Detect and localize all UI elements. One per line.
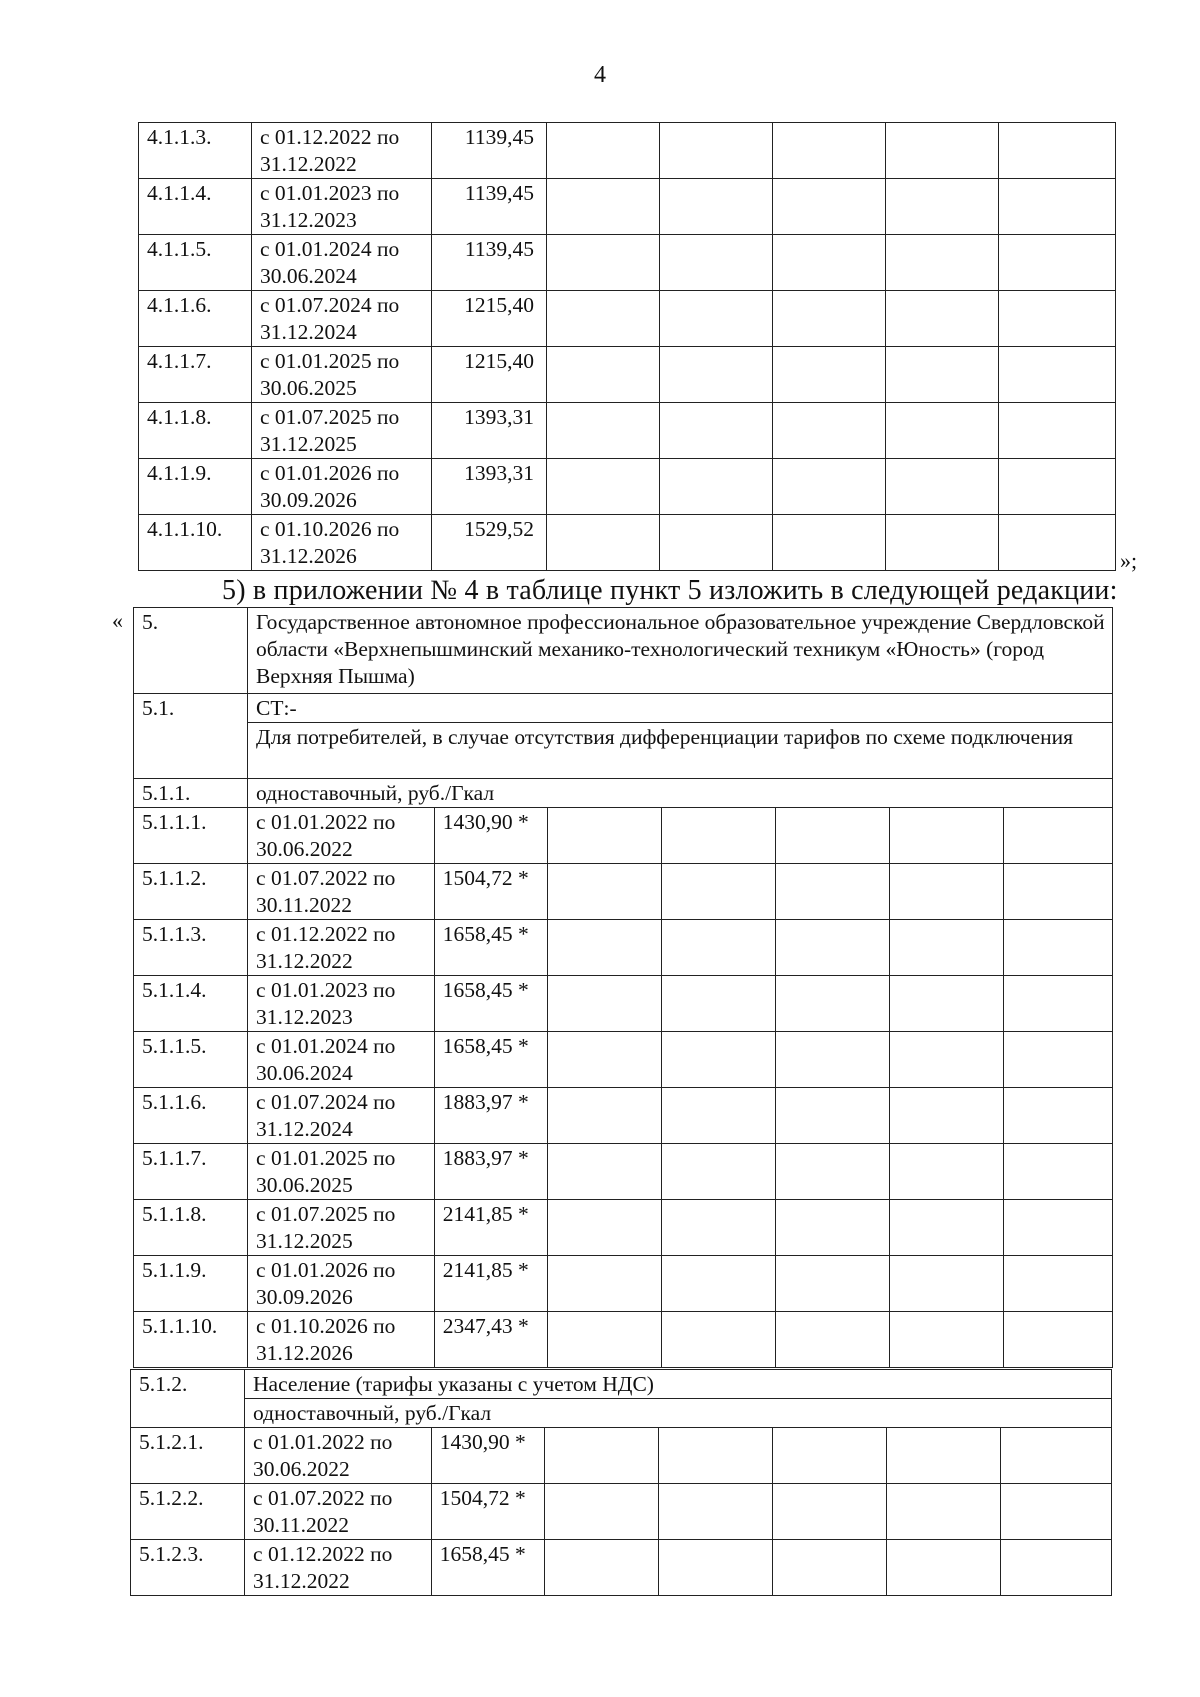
empty-cell bbox=[660, 179, 773, 235]
period-cell: с 01.07.2024 по 31.12.2024 bbox=[252, 291, 432, 347]
tariff-value: 1883,97 * bbox=[434, 1144, 547, 1200]
empty-cell bbox=[889, 1088, 1003, 1144]
st-number: 5.1. bbox=[134, 694, 248, 779]
table-row bbox=[131, 1484, 1112, 1540]
empty-cell bbox=[547, 403, 660, 459]
empty-cell bbox=[661, 1200, 775, 1256]
row-number: 5.1.1.8. bbox=[134, 1200, 248, 1256]
period-cell: с 01.10.2026 по 31.12.2026 bbox=[248, 1312, 435, 1368]
tariff-value: 1504,72 * bbox=[431, 1484, 544, 1540]
empty-cell bbox=[999, 403, 1116, 459]
empty-cell bbox=[889, 1032, 1003, 1088]
empty-cell bbox=[999, 235, 1116, 291]
tariff-table-section-4 bbox=[138, 122, 1116, 571]
empty-cell bbox=[1003, 1200, 1112, 1256]
empty-cell bbox=[547, 123, 660, 179]
empty-cell bbox=[889, 1312, 1003, 1368]
row-number: 4.1.1.7. bbox=[139, 347, 252, 403]
opening-quote: « bbox=[112, 608, 123, 633]
empty-cell bbox=[544, 1540, 658, 1596]
tariff-value: 1393,31 bbox=[432, 459, 547, 515]
empty-cell bbox=[661, 1312, 775, 1368]
tariff-value: 1658,45 * bbox=[431, 1540, 544, 1596]
period-cell: с 01.07.2025 по 31.12.2025 bbox=[248, 1200, 435, 1256]
org-number: 5. bbox=[134, 608, 248, 694]
tariff-value: 1139,45 bbox=[432, 123, 547, 179]
empty-cell bbox=[886, 291, 999, 347]
empty-cell bbox=[544, 1428, 658, 1484]
table-row bbox=[139, 235, 1116, 291]
empty-cell bbox=[775, 1088, 889, 1144]
empty-cell bbox=[773, 347, 886, 403]
row-number: 4.1.1.5. bbox=[139, 235, 252, 291]
empty-cell bbox=[773, 179, 886, 235]
empty-cell bbox=[775, 1200, 889, 1256]
empty-cell bbox=[661, 864, 775, 920]
st-row bbox=[134, 694, 1113, 723]
empty-cell bbox=[772, 1428, 886, 1484]
empty-cell bbox=[661, 976, 775, 1032]
empty-cell bbox=[886, 403, 999, 459]
tariff-value: 1658,45 * bbox=[434, 976, 547, 1032]
empty-cell bbox=[889, 808, 1003, 864]
table-row bbox=[139, 515, 1116, 571]
empty-cell bbox=[661, 1256, 775, 1312]
table-row bbox=[134, 920, 1113, 976]
empty-cell bbox=[886, 123, 999, 179]
period-cell: с 01.12.2022 по 31.12.2022 bbox=[245, 1540, 432, 1596]
period-cell: с 01.07.2022 по 30.11.2022 bbox=[245, 1484, 432, 1540]
empty-cell bbox=[1000, 1428, 1111, 1484]
period-cell: с 01.10.2026 по 31.12.2026 bbox=[252, 515, 432, 571]
tariff-value: 1393,31 bbox=[432, 403, 547, 459]
empty-cell bbox=[660, 291, 773, 347]
empty-cell bbox=[775, 920, 889, 976]
period-cell: с 01.01.2023 по 31.12.2023 bbox=[252, 179, 432, 235]
empty-cell bbox=[547, 179, 660, 235]
single-rate-row bbox=[134, 779, 1113, 808]
empty-cell bbox=[1003, 1312, 1112, 1368]
empty-cell bbox=[775, 1032, 889, 1088]
empty-cell bbox=[1003, 976, 1112, 1032]
row-number: 5.1.1.7. bbox=[134, 1144, 248, 1200]
closing-quote: »; bbox=[1120, 548, 1138, 573]
empty-cell bbox=[773, 235, 886, 291]
empty-cell bbox=[661, 1032, 775, 1088]
row-number: 4.1.1.6. bbox=[139, 291, 252, 347]
empty-cell bbox=[1003, 920, 1112, 976]
empty-cell bbox=[547, 291, 660, 347]
empty-cell bbox=[658, 1484, 772, 1540]
empty-cell bbox=[775, 1256, 889, 1312]
empty-cell bbox=[775, 808, 889, 864]
tariff-value: 1215,40 bbox=[432, 291, 547, 347]
empty-cell bbox=[999, 347, 1116, 403]
empty-cell bbox=[547, 976, 661, 1032]
single-rate-number: 5.1.1. bbox=[134, 779, 248, 808]
table-row bbox=[139, 123, 1116, 179]
empty-cell bbox=[886, 515, 999, 571]
empty-cell bbox=[547, 1144, 661, 1200]
empty-cell bbox=[547, 1088, 661, 1144]
empty-cell bbox=[999, 123, 1116, 179]
tariff-value: 1658,45 * bbox=[434, 1032, 547, 1088]
empty-cell bbox=[886, 179, 999, 235]
empty-cell bbox=[544, 1484, 658, 1540]
empty-cell bbox=[886, 347, 999, 403]
empty-cell bbox=[1000, 1484, 1111, 1540]
empty-cell bbox=[547, 864, 661, 920]
empty-cell bbox=[775, 864, 889, 920]
empty-cell bbox=[889, 1256, 1003, 1312]
empty-cell bbox=[772, 1540, 886, 1596]
row-number: 5.1.1.2. bbox=[134, 864, 248, 920]
population-single-rate-label: одноставочный, руб./Гкал bbox=[245, 1399, 1112, 1428]
empty-cell bbox=[661, 1088, 775, 1144]
empty-cell bbox=[547, 920, 661, 976]
amendment-instruction: 5) в приложении № 4 в таблице пункт 5 изложить в следующей редакции: bbox=[222, 575, 1118, 606]
empty-cell bbox=[1003, 1256, 1112, 1312]
empty-cell bbox=[547, 515, 660, 571]
empty-cell bbox=[886, 1428, 1000, 1484]
empty-cell bbox=[1003, 808, 1112, 864]
empty-cell bbox=[999, 179, 1116, 235]
row-number: 4.1.1.10. bbox=[139, 515, 252, 571]
empty-cell bbox=[886, 459, 999, 515]
row-number: 5.1.2.2. bbox=[131, 1484, 245, 1540]
period-cell: с 01.07.2024 по 31.12.2024 bbox=[248, 1088, 435, 1144]
row-number: 5.1.1.9. bbox=[134, 1256, 248, 1312]
empty-cell bbox=[772, 1484, 886, 1540]
row-number: 5.1.1.1. bbox=[134, 808, 248, 864]
period-cell: с 01.01.2025 по 30.06.2025 bbox=[248, 1144, 435, 1200]
empty-cell bbox=[773, 123, 886, 179]
table-row bbox=[131, 1428, 1112, 1484]
table-row bbox=[134, 1200, 1113, 1256]
row-number: 5.1.1.3. bbox=[134, 920, 248, 976]
empty-cell bbox=[547, 1256, 661, 1312]
period-cell: с 01.01.2022 по 30.06.2022 bbox=[248, 808, 435, 864]
tariff-value: 1430,90 * bbox=[434, 808, 547, 864]
empty-cell bbox=[547, 235, 660, 291]
empty-cell bbox=[886, 235, 999, 291]
empty-cell bbox=[547, 1032, 661, 1088]
consumers-row bbox=[134, 723, 1113, 779]
empty-cell bbox=[660, 515, 773, 571]
single-rate-label: одноставочный, руб./Гкал bbox=[248, 779, 1113, 808]
period-cell: с 01.01.2026 по 30.09.2026 bbox=[248, 1256, 435, 1312]
tariff-value: 1430,90 * bbox=[431, 1428, 544, 1484]
period-cell: с 01.01.2025 по 30.06.2025 bbox=[252, 347, 432, 403]
period-cell: с 01.07.2022 по 30.11.2022 bbox=[248, 864, 435, 920]
empty-cell bbox=[999, 459, 1116, 515]
empty-cell bbox=[660, 347, 773, 403]
table-row bbox=[134, 1312, 1113, 1368]
empty-cell bbox=[661, 920, 775, 976]
table-row bbox=[134, 976, 1113, 1032]
period-cell: с 01.01.2024 по 30.06.2024 bbox=[252, 235, 432, 291]
table-row bbox=[134, 1256, 1113, 1312]
row-number: 5.1.1.5. bbox=[134, 1032, 248, 1088]
period-cell: с 01.01.2026 по 30.09.2026 bbox=[252, 459, 432, 515]
table-row bbox=[134, 864, 1113, 920]
row-number: 4.1.1.8. bbox=[139, 403, 252, 459]
empty-cell bbox=[889, 976, 1003, 1032]
empty-cell bbox=[1003, 1032, 1112, 1088]
empty-cell bbox=[1003, 1088, 1112, 1144]
table-row bbox=[139, 403, 1116, 459]
population-single-rate-row bbox=[131, 1399, 1112, 1428]
row-number: 5.1.1.6. bbox=[134, 1088, 248, 1144]
period-cell: с 01.01.2022 по 30.06.2022 bbox=[245, 1428, 432, 1484]
period-cell: с 01.12.2022 по 31.12.2022 bbox=[248, 920, 435, 976]
tariff-value: 1504,72 * bbox=[434, 864, 547, 920]
empty-cell bbox=[660, 459, 773, 515]
tariff-value: 1658,45 * bbox=[434, 920, 547, 976]
tariff-value: 2347,43 * bbox=[434, 1312, 547, 1368]
empty-cell bbox=[773, 459, 886, 515]
row-number: 5.1.1.4. bbox=[134, 976, 248, 1032]
empty-cell bbox=[773, 291, 886, 347]
empty-cell bbox=[547, 347, 660, 403]
tariff-table-section-5 bbox=[133, 607, 1113, 1368]
tariff-value: 1215,40 bbox=[432, 347, 547, 403]
row-number: 5.1.2.1. bbox=[131, 1428, 245, 1484]
empty-cell bbox=[773, 515, 886, 571]
row-number: 5.1.1.10. bbox=[134, 1312, 248, 1368]
table-row bbox=[134, 808, 1113, 864]
page-number: 4 bbox=[594, 62, 606, 88]
population-number: 5.1.2. bbox=[131, 1370, 245, 1428]
empty-cell bbox=[660, 123, 773, 179]
empty-cell bbox=[886, 1540, 1000, 1596]
table-row bbox=[134, 1088, 1113, 1144]
empty-cell bbox=[889, 920, 1003, 976]
tariff-value: 2141,85 * bbox=[434, 1200, 547, 1256]
empty-cell bbox=[660, 403, 773, 459]
table-row bbox=[139, 459, 1116, 515]
empty-cell bbox=[889, 1200, 1003, 1256]
tariff-table-population bbox=[130, 1369, 1112, 1596]
tariff-value: 2141,85 * bbox=[434, 1256, 547, 1312]
empty-cell bbox=[999, 515, 1116, 571]
table-row bbox=[134, 1144, 1113, 1200]
empty-cell bbox=[1000, 1540, 1111, 1596]
empty-cell bbox=[658, 1428, 772, 1484]
table-row bbox=[139, 291, 1116, 347]
empty-cell bbox=[661, 808, 775, 864]
table-row bbox=[139, 347, 1116, 403]
empty-cell bbox=[889, 864, 1003, 920]
empty-cell bbox=[660, 235, 773, 291]
period-cell: с 01.07.2025 по 31.12.2025 bbox=[252, 403, 432, 459]
row-number: 4.1.1.3. bbox=[139, 123, 252, 179]
period-cell: с 01.01.2024 по 30.06.2024 bbox=[248, 1032, 435, 1088]
empty-cell bbox=[661, 1144, 775, 1200]
empty-cell bbox=[547, 808, 661, 864]
empty-cell bbox=[889, 1144, 1003, 1200]
table-row bbox=[139, 179, 1116, 235]
org-name: Государственное автономное профессиональное образовательное учреждение Свердловской области «Верхнепышминский механико-технологический техникум «Юность» (город Верхняя Пышма) bbox=[248, 608, 1113, 694]
table-row bbox=[134, 1032, 1113, 1088]
empty-cell bbox=[775, 1144, 889, 1200]
tariff-value: 1883,97 * bbox=[434, 1088, 547, 1144]
st-label: СТ:- bbox=[248, 694, 1113, 723]
empty-cell bbox=[547, 1312, 661, 1368]
population-label: Население (тарифы указаны с учетом НДС) bbox=[245, 1370, 1112, 1399]
empty-cell bbox=[775, 976, 889, 1032]
empty-cell bbox=[773, 403, 886, 459]
row-number: 4.1.1.9. bbox=[139, 459, 252, 515]
org-row bbox=[134, 608, 1113, 694]
empty-cell bbox=[775, 1312, 889, 1368]
tariff-value: 1139,45 bbox=[432, 179, 547, 235]
table-row bbox=[131, 1540, 1112, 1596]
consumers-label: Для потребителей, в случае отсутствия дифференциации тарифов по схеме подключения bbox=[248, 723, 1113, 779]
period-cell: с 01.01.2023 по 31.12.2023 bbox=[248, 976, 435, 1032]
tariff-value: 1139,45 bbox=[432, 235, 547, 291]
tariff-value: 1529,52 bbox=[432, 515, 547, 571]
empty-cell bbox=[547, 1200, 661, 1256]
period-cell: с 01.12.2022 по 31.12.2022 bbox=[252, 123, 432, 179]
empty-cell bbox=[999, 291, 1116, 347]
empty-cell bbox=[658, 1540, 772, 1596]
empty-cell bbox=[547, 459, 660, 515]
empty-cell bbox=[1003, 864, 1112, 920]
empty-cell bbox=[1003, 1144, 1112, 1200]
row-number: 4.1.1.4. bbox=[139, 179, 252, 235]
population-row bbox=[131, 1370, 1112, 1399]
row-number: 5.1.2.3. bbox=[131, 1540, 245, 1596]
empty-cell bbox=[886, 1484, 1000, 1540]
